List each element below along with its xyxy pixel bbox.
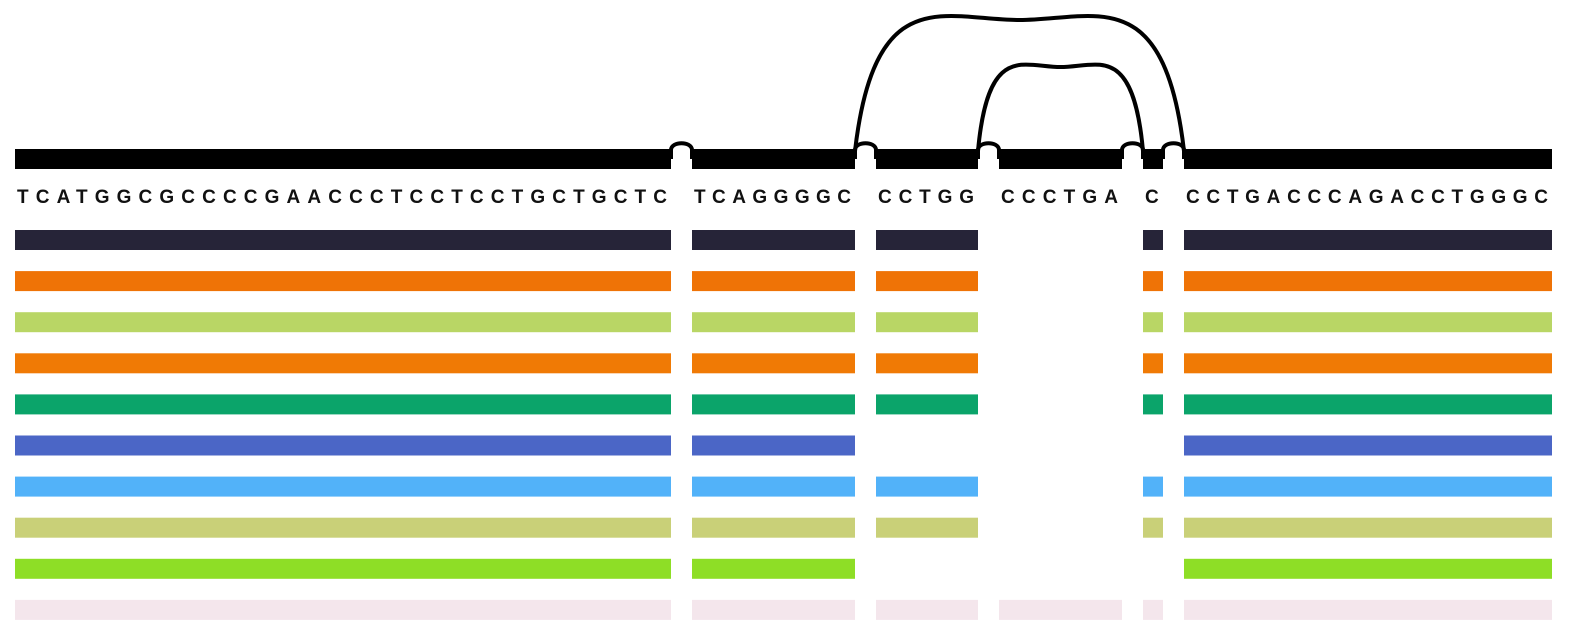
track-1-segment-s3 xyxy=(876,230,978,250)
track-8-segment-s2 xyxy=(692,518,855,538)
bridge-s4-s5 xyxy=(1122,143,1143,159)
track-2-segment-s1 xyxy=(15,271,671,291)
track-8-segment-s5 xyxy=(1143,518,1163,538)
backbone-segment-s1 xyxy=(15,149,671,169)
track-5-segment-s5 xyxy=(1143,394,1163,414)
track-2-segment-s6 xyxy=(1184,271,1552,291)
track-9-segment-s6 xyxy=(1184,559,1552,579)
sequence-layer xyxy=(17,187,1548,208)
track-1-segment-s1 xyxy=(15,230,671,250)
track-10-segment-s1 xyxy=(15,600,671,620)
track-5-segment-s1 xyxy=(15,394,671,414)
track-6-segment-s2 xyxy=(692,436,855,456)
track-5-segment-s3 xyxy=(876,394,978,414)
track-4-segment-s5 xyxy=(1143,353,1163,373)
track-5-segment-s6 xyxy=(1184,394,1552,414)
track-1-segment-s6 xyxy=(1184,230,1552,250)
track-10-segment-s5 xyxy=(1143,600,1163,620)
sequence-label-s5: C xyxy=(1145,187,1159,208)
sequence-label-s2: TCAGGGGC xyxy=(694,187,851,208)
track-10-segment-s3 xyxy=(876,600,978,620)
track-2-segment-s2 xyxy=(692,271,855,291)
tracks-layer xyxy=(15,230,1552,620)
arc-inner-skip xyxy=(978,65,1143,151)
track-8-segment-s1 xyxy=(15,518,671,538)
track-8-segment-s3 xyxy=(876,518,978,538)
track-7-segment-s3 xyxy=(876,477,978,497)
track-1-segment-s5 xyxy=(1143,230,1163,250)
track-3-segment-s2 xyxy=(692,312,855,332)
track-10-segment-s2 xyxy=(692,600,855,620)
track-4-segment-s6 xyxy=(1184,353,1552,373)
track-10-segment-s4 xyxy=(999,600,1122,620)
track-2-segment-s3 xyxy=(876,271,978,291)
track-8-segment-s6 xyxy=(1184,518,1552,538)
backbone-layer xyxy=(15,143,1552,169)
track-2-segment-s5 xyxy=(1143,271,1163,291)
track-10-segment-s6 xyxy=(1184,600,1552,620)
bridge-s5-s6 xyxy=(1163,143,1184,159)
backbone-segment-s4 xyxy=(999,149,1122,169)
arc-outer-skip xyxy=(855,16,1184,151)
track-6-segment-s1 xyxy=(15,436,671,456)
track-3-segment-s1 xyxy=(15,312,671,332)
track-5-segment-s2 xyxy=(692,394,855,414)
track-7-segment-s2 xyxy=(692,477,855,497)
bridge-s2-s3 xyxy=(855,143,876,159)
sequence-label-s1: TCATGGCGCCCCGAACCCTCCTCCTGCTGCTC xyxy=(17,187,667,208)
track-4-segment-s2 xyxy=(692,353,855,373)
sequence-label-s3: CCTGG xyxy=(878,187,974,208)
track-6-segment-s6 xyxy=(1184,436,1552,456)
track-3-segment-s6 xyxy=(1184,312,1552,332)
track-7-segment-s1 xyxy=(15,477,671,497)
backbone-segment-s2 xyxy=(692,149,855,169)
backbone-segment-s6 xyxy=(1184,149,1552,169)
arcs-layer xyxy=(855,16,1184,151)
backbone-segment-s3 xyxy=(876,149,978,169)
track-7-segment-s5 xyxy=(1143,477,1163,497)
track-3-segment-s3 xyxy=(876,312,978,332)
track-3-segment-s5 xyxy=(1143,312,1163,332)
bridge-s1-s2 xyxy=(671,143,692,159)
backbone-segment-s5 xyxy=(1143,149,1163,169)
sequence-label-s6: CCTGACCCAGACCTGGGC xyxy=(1186,187,1548,208)
track-4-segment-s3 xyxy=(876,353,978,373)
track-1-segment-s2 xyxy=(692,230,855,250)
track-9-segment-s2 xyxy=(692,559,855,579)
track-7-segment-s6 xyxy=(1184,477,1552,497)
track-9-segment-s1 xyxy=(15,559,671,579)
track-4-segment-s1 xyxy=(15,353,671,373)
sequence-label-s4: CCCTGA xyxy=(1001,187,1118,208)
bridge-s3-s4 xyxy=(978,143,999,159)
